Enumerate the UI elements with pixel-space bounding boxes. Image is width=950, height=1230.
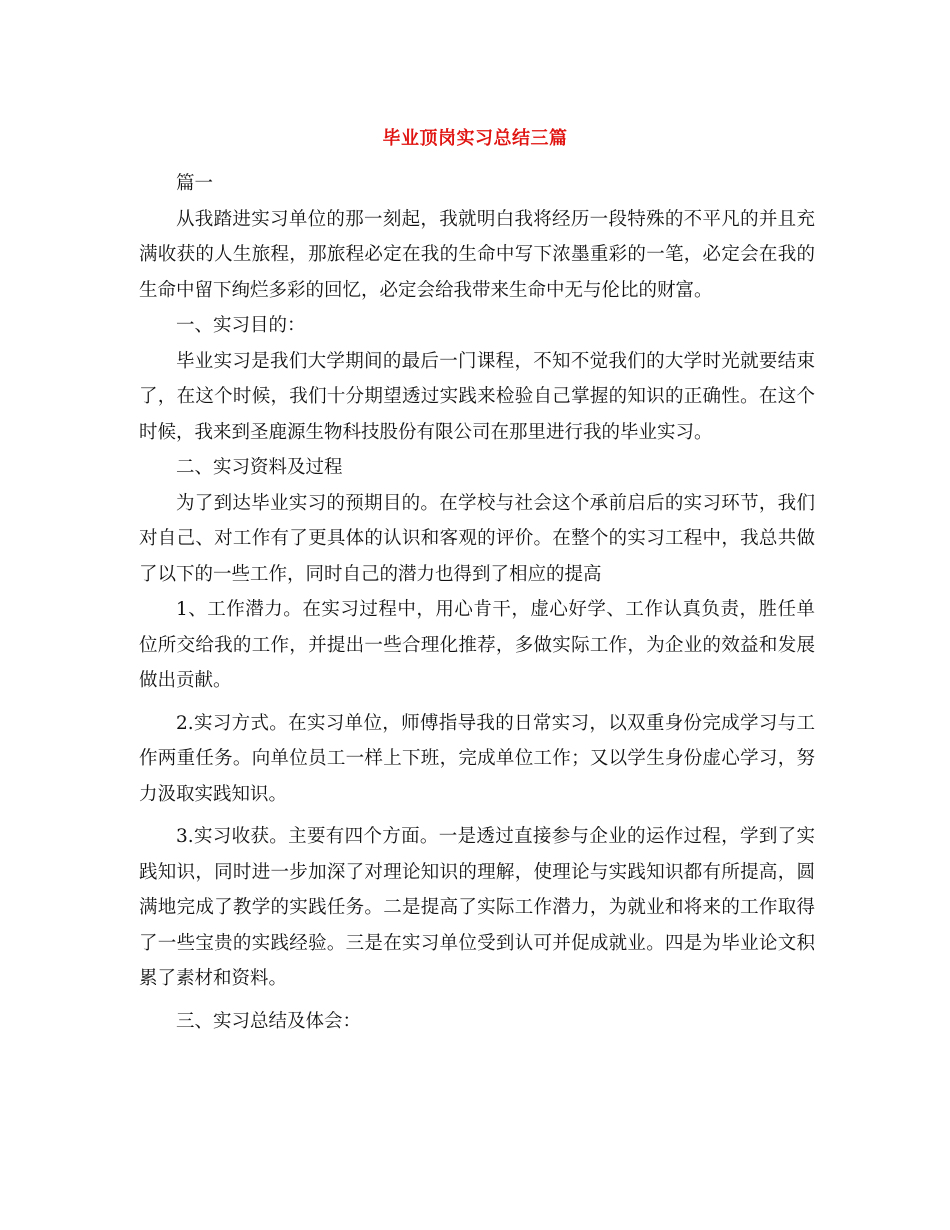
item-internship-method: 2.实习方式。在实习单位，师傅指导我的日常实习，以双重身份完成学习与工作两重任务。向单位员工一样上下班，完成单位工作；又以学生身份虚心学习，努力汲取实践知识。 bbox=[139, 712, 815, 805]
heading-internship-purpose: 一、实习目的： bbox=[176, 315, 306, 336]
item-internship-gains: 3.实习收获。主要有四个方面。一是透过直接参与企业的运作过程，学到了实践知识，同时进一步加深了对理论知识的理解，使理论与实践知识都有所提高，圆满地完成了教学的实践任务。二是提高了实际工作潜力，为就业和将来的工作取得了一些宝贵的实践经验。三是在实习单位受到认可并促成就业。四是为毕业论文积累了素材和资料。 bbox=[139, 826, 815, 989]
process-paragraph: 为了到达毕业实习的预期目的。在学校与社会这个承前启后的实习环节，我们对自己、对工作有了更具体的认识和客观的评价。在整个的实习工程中，我总共做了以下的一些工作，同时自己的潜力也得到了相应的提高 bbox=[139, 492, 815, 585]
heading-materials-process: 二、实习资料及过程 bbox=[176, 457, 343, 478]
document-body bbox=[139, 166, 815, 1039]
section-heading-part-one: 篇一 bbox=[176, 173, 214, 194]
document-title: 毕业顶岗实习总结三篇 bbox=[382, 128, 568, 149]
intro-paragraph: 从我踏进实习单位的那一刻起，我就明白我将经历一段特殊的不平凡的并且充满收获的人生旅程，那旅程必定在我的生命中写下浓墨重彩的一笔，必定会在我的生命中留下绚烂多彩的回忆，必定会给我带来生命中无与伦比的财富。 bbox=[139, 208, 815, 301]
heading-summary-reflection: 三、实习总结及体会： bbox=[176, 1010, 362, 1032]
purpose-paragraph: 毕业实习是我们大学期间的最后一门课程，不知不觉我们的大学时光就要结束了，在这个时候，我们十分期望透过实践来检验自己掌握的知识的正确性。在这个时候，我来到圣鹿源生物科技股份有限公司在那里进行我的毕业实习。 bbox=[139, 350, 815, 443]
item-work-ability: 1、工作潜力。在实习过程中，用心肯干，虚心好学、工作认真负责，胜任单位所交给我的工作，并提出一些合理化推荐，多做实际工作，为企业的效益和发展做出贡献。 bbox=[139, 599, 815, 691]
